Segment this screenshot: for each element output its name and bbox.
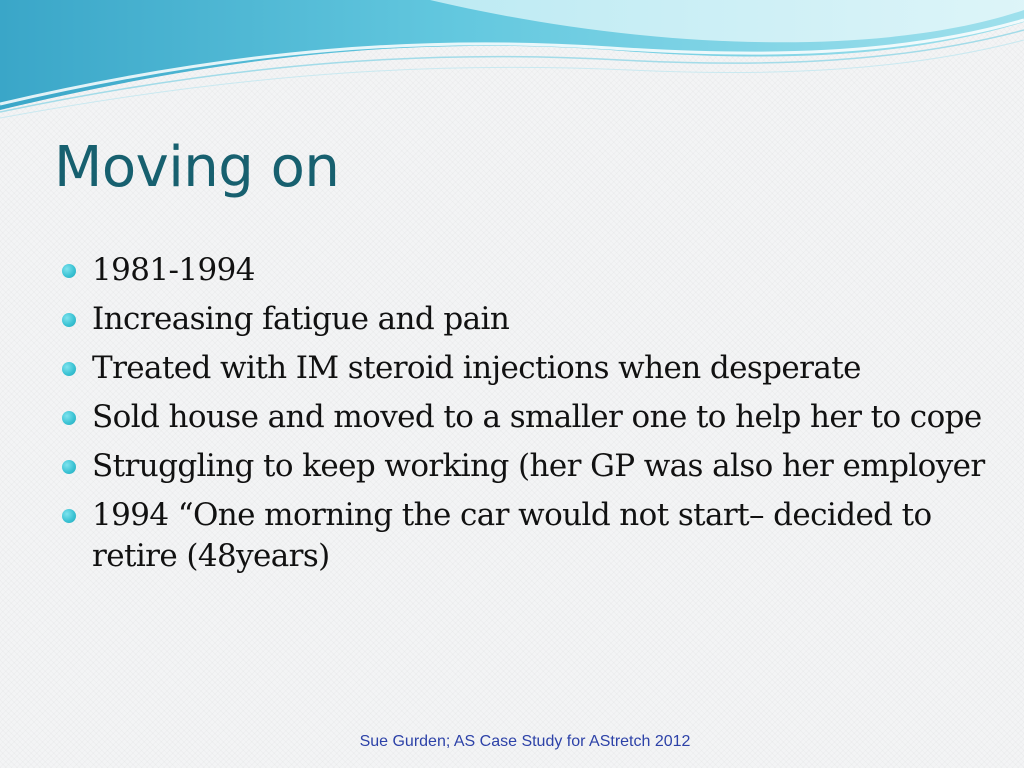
bullet-item bbox=[60, 495, 990, 577]
bullet-dot-icon bbox=[62, 411, 76, 425]
bullet-dot-icon bbox=[62, 509, 76, 523]
bullet-item bbox=[60, 348, 990, 389]
bullet-text: Increasing fatigue and pain bbox=[92, 301, 510, 337]
bullet-item bbox=[60, 397, 990, 438]
slide-title: Moving on bbox=[54, 135, 340, 200]
bullet-item bbox=[60, 299, 990, 340]
bullet-item bbox=[60, 446, 990, 487]
header-wave-decoration bbox=[0, 0, 1024, 130]
bullet-list bbox=[60, 250, 990, 585]
bullet-dot-icon bbox=[62, 313, 76, 327]
bullet-dot-icon bbox=[62, 264, 76, 278]
bullet-dot-icon bbox=[62, 362, 76, 376]
bullet-item bbox=[60, 250, 990, 291]
bullet-text: 1981-1994 bbox=[92, 252, 255, 288]
bullet-text: Struggling to keep working (her GP was also her employer bbox=[92, 448, 985, 484]
bullet-text: Treated with IM steroid injections when desperate bbox=[92, 350, 861, 386]
bullet-text: 1994 “One morning the car would not start– decided to retire (48years) bbox=[92, 497, 932, 574]
bullet-dot-icon bbox=[62, 460, 76, 474]
slide-footer: Sue Gurden; AS Case Study for AStretch 2012 bbox=[359, 733, 691, 750]
bullet-text: Sold house and moved to a smaller one to help her to cope bbox=[92, 399, 982, 435]
